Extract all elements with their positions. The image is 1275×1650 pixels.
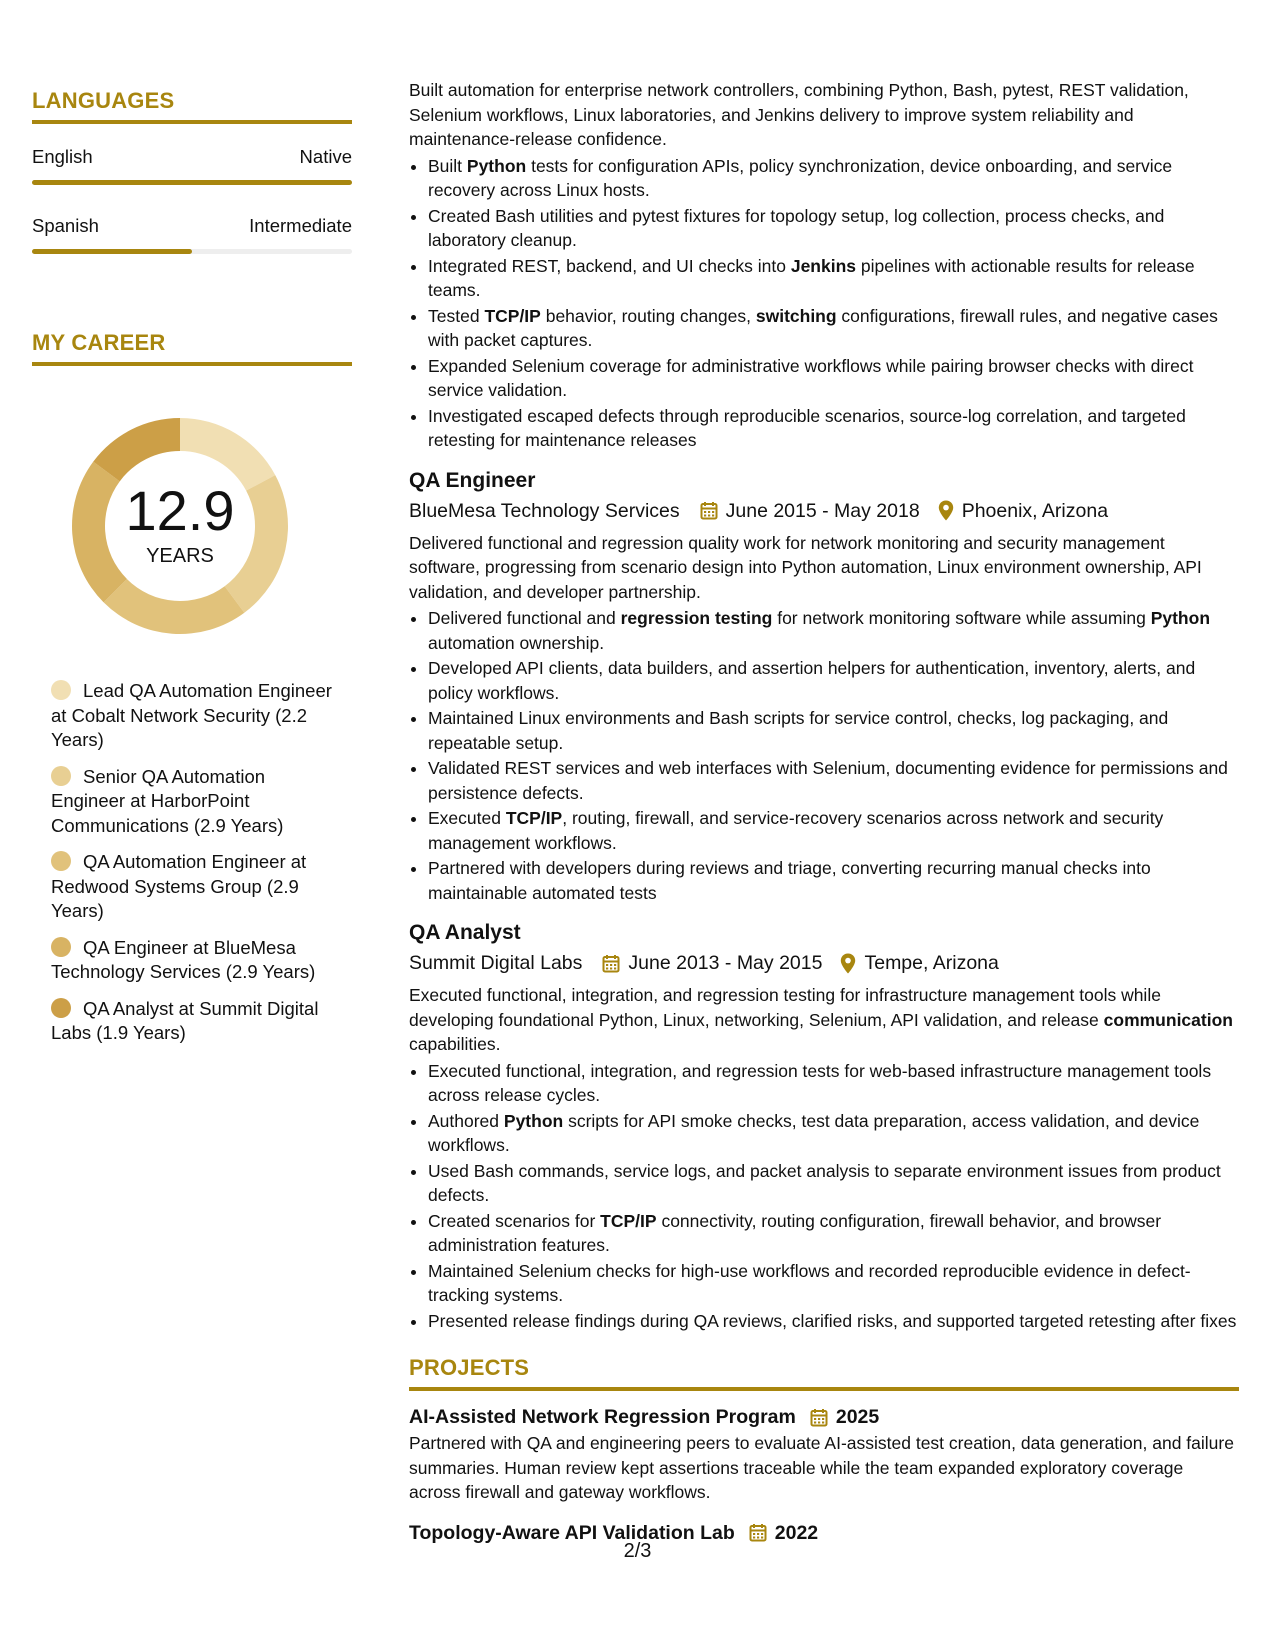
bullet-item: • Executed TCP/IP, routing, firewall, and service-recovery scenarios across network and security management workflows. <box>428 806 1239 855</box>
legend-dot-icon <box>51 937 71 957</box>
career-heading: MY CAREER <box>32 330 352 366</box>
job-title: QA Engineer <box>409 468 536 492</box>
legend-label: QA Analyst at Summit Digital Labs (1.9 Years) <box>51 997 319 1043</box>
project-year: 2025 <box>835 1406 880 1428</box>
location-pin-icon <box>938 500 954 521</box>
location-pin-icon <box>840 953 856 974</box>
job-meta <box>409 949 1239 977</box>
bullet-item: • Tested TCP/IP behavior, routing changes, switching configurations, firewall rules, and negative cases with packet captures. <box>428 304 1239 353</box>
bullet-item: • Executed functional, integration, and regression tests for web-based infrastructure management tools across release cycles. <box>428 1059 1239 1108</box>
legend-item <box>51 765 341 839</box>
bullet-item: • Validated REST services and web interfaces with Selenium, documenting evidence for permissions and persistence defects. <box>428 756 1239 805</box>
job-company: BlueMesa Technology Services <box>409 499 680 522</box>
job-company: Summit Digital Labs <box>409 952 583 974</box>
legend-label: Senior QA Automation Engineer at HarborPoint Communications (2.9 Years) <box>51 765 284 836</box>
legend-item <box>51 997 341 1046</box>
job-entry <box>409 467 1239 906</box>
language-name: English <box>32 146 93 167</box>
legend-dot-icon <box>51 766 71 786</box>
page-number: 2/3 <box>623 1540 652 1562</box>
bullet-item: • Built Python tests for configuration APIs, policy synchronization, device onboarding, and service recovery across Linux hosts. <box>428 154 1239 203</box>
job-summary: Delivered functional and regression quality work for network monitoring and security management software, progressing from scenario design into Python automation, Linux environment ownership, API validation, and developer partnership. <box>409 532 1202 602</box>
calendar-icon <box>810 1408 828 1427</box>
legend-item <box>51 679 341 753</box>
project-year: 2022 <box>774 1521 819 1544</box>
career-total-unit: YEARS <box>146 545 214 567</box>
project-entry <box>409 1403 1239 1505</box>
bullet-item: • Developed API clients, data builders, and assertion helpers for authentication, inventory, alerts, and policy workflows. <box>428 656 1239 705</box>
language-level-bar <box>32 249 352 254</box>
language-name: Spanish <box>32 215 99 236</box>
donut-segment <box>104 579 245 634</box>
language-item <box>32 215 352 254</box>
project-description: Partnered with QA and engineering peers to evaluate AI-assisted test creation, data generation, and failure summaries. Human review kept assertions traceable while the team expanded exploratory coverage across firewall and gateway workflows. <box>409 1433 1234 1502</box>
bullet-item: • Integrated REST, backend, and UI checks into Jenkins pipelines with actionable results for release teams. <box>428 254 1239 303</box>
language-level-fill <box>32 180 352 185</box>
language-level: Intermediate <box>249 215 352 236</box>
job-meta <box>409 497 1239 525</box>
languages-heading: LANGUAGES <box>32 88 352 124</box>
bullet-item: • Used Bash commands, service logs, and packet analysis to separate environment issues from product defects. <box>428 1159 1239 1208</box>
right-column <box>409 78 1239 1547</box>
projects-heading: PROJECTS <box>409 1355 1239 1391</box>
project-header <box>409 1403 1239 1431</box>
career-legend <box>51 679 341 1046</box>
role-bullets <box>409 154 1239 453</box>
bullet-item: • Authored Python scripts for API smoke checks, test data preparation, access validation, and device workflows. <box>428 1109 1239 1158</box>
bullet-item: • Maintained Linux environments and Bash scripts for service control, checks, log packaging, and repeatable setup. <box>428 706 1239 755</box>
legend-label: QA Automation Engineer at Redwood Systems Group (2.9 Years) <box>51 851 307 921</box>
bullet-item: • Partnered with developers during reviews and triage, converting recurring manual checks into maintainable automated tests <box>428 856 1239 905</box>
legend-dot-icon <box>51 680 71 700</box>
job-bullets <box>409 606 1239 905</box>
role-summary: Built automation for enterprise network controllers, combining Python, Bash, pytest, REST validation, Selenium workflows, Linux laboratories, and Jenkins delivery to improve system reliability and maintenance-release confidence. <box>409 80 1189 149</box>
career-total-years: 12.9 <box>125 479 235 542</box>
calendar-icon <box>700 501 718 520</box>
bullet-item: • Expanded Selenium coverage for administrative workflows while pairing browser checks with direct service validation. <box>428 354 1239 403</box>
job-entry <box>409 919 1239 1333</box>
job-bullets <box>409 1059 1239 1334</box>
legend-label: QA Engineer at BlueMesa Technology Services (2.9 Years) <box>51 936 316 982</box>
legend-item <box>51 850 341 924</box>
job-title: QA Analyst <box>409 921 521 944</box>
project-name: AI-Assisted Network Regression Program <box>409 1406 796 1428</box>
left-column <box>32 88 352 1058</box>
language-level-bar <box>32 180 352 185</box>
career-donut-chart <box>65 411 295 641</box>
bullet-item: • Delivered functional and regression testing for network monitoring software while assuming Python automation ownership. <box>428 606 1239 655</box>
language-level-fill <box>32 249 192 254</box>
job-summary: Executed functional, integration, and regression testing for infrastructure management tools while developing foundational Python, Linux, networking, Selenium, API validation, and release communication capabilities. <box>409 985 1233 1054</box>
language-level: Native <box>299 146 352 167</box>
bullet-item: • Investigated escaped defects through reproducible scenarios, source-log correlation, and targeted retesting for maintenance releases <box>428 404 1239 453</box>
job-dates: June 2015 - May 2018 <box>725 499 920 522</box>
bullet-item: • Created scenarios for TCP/IP connectivity, routing configuration, firewall behavior, and browser administration features. <box>428 1209 1239 1258</box>
career-donut-center <box>65 479 295 568</box>
job-location: Phoenix, Arizona <box>961 499 1109 522</box>
bullet-item: • Maintained Selenium checks for high-use workflows and recorded reproducible evidence in defect-tracking systems. <box>428 1259 1239 1308</box>
legend-label: Lead QA Automation Engineer at Cobalt Network Security (2.2 Years) <box>51 680 332 750</box>
bullet-item: • Presented release findings during QA reviews, clarified risks, and supported targeted retesting after fixes <box>428 1309 1239 1334</box>
language-item <box>32 146 352 185</box>
calendar-icon <box>602 954 620 973</box>
bullet-item: • Created Bash utilities and pytest fixtures for topology setup, log collection, process checks, and laboratory cleanup. <box>428 204 1239 253</box>
project-name: Topology-Aware API Validation Lab <box>409 1521 735 1544</box>
legend-dot-icon <box>51 851 71 871</box>
legend-item <box>51 936 341 985</box>
legend-dot-icon <box>51 998 71 1018</box>
job-location: Tempe, Arizona <box>864 952 999 974</box>
job-dates: June 2013 - May 2015 <box>628 952 823 974</box>
